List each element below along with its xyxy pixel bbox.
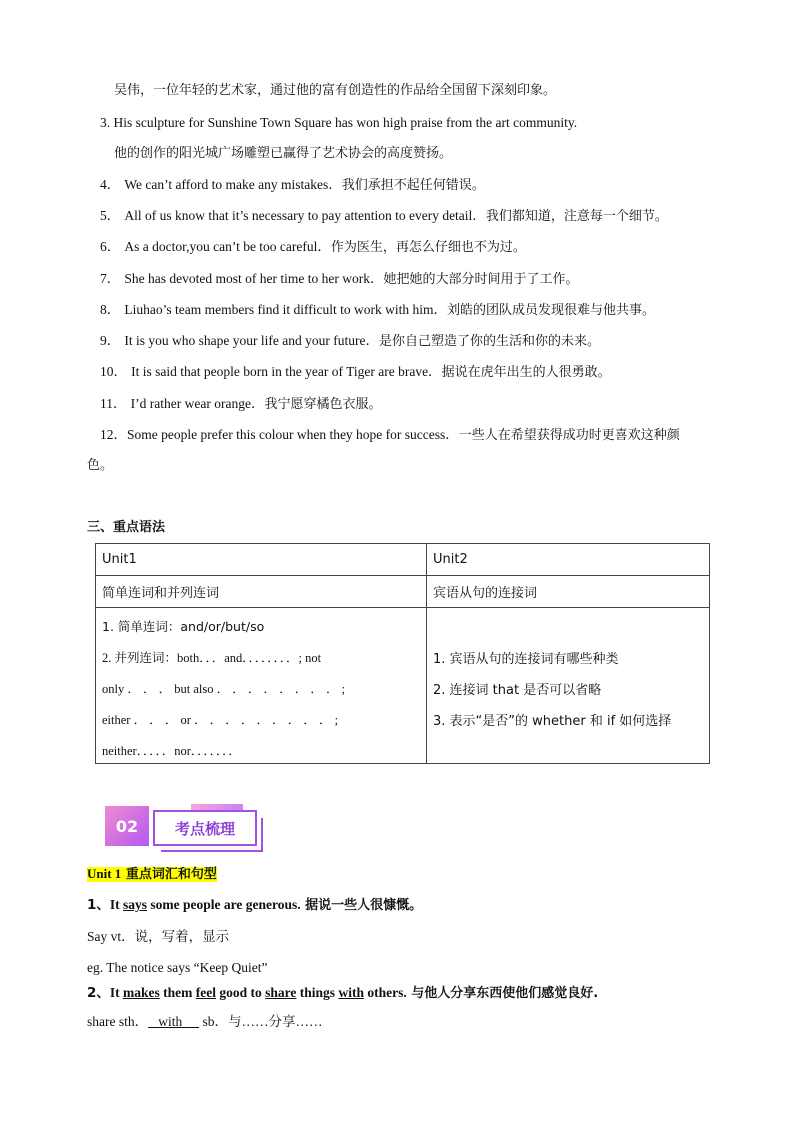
sentence-11: 11． I’d rather wear orange．我宁愿穿橘色衣服。 <box>100 396 382 412</box>
say-definition: Say vt．说，写着，显示 <box>87 929 230 944</box>
table-row <box>96 576 710 608</box>
sentence-12: 12．Some people prefer this colour when they hope for success．一些人在希望获得成功时更喜欢这种颜 <box>100 427 680 443</box>
vocab-item-1: 1、It says some people are generous. 据说一些人很慷慨。 <box>87 897 423 913</box>
table-header-unit1: Unit1 <box>96 544 427 576</box>
list-item: 1. 宾语从句的连接词有哪些种类 <box>433 652 619 667</box>
fill-blank: with <box>148 1014 200 1029</box>
sentence-12-cont: 色。 <box>87 458 114 473</box>
sentence-3: 3. His sculpture for Sunshine Town Square has won high praise from the art community. <box>100 115 578 130</box>
table-header-unit2: Unit2 <box>427 544 710 576</box>
vocab-item-2: 2、It makes them feel good to share things with others. 与他人分享东西使他们感觉良好. <box>87 985 599 1001</box>
table-row <box>96 544 710 576</box>
sentence-6: 6． As a doctor,you can’t be too careful．作为医生，再怎么仔细也不为过。 <box>100 239 526 255</box>
sentence-10: 10． It is said that people born in the year of Tiger are brave．据说在虎年出生的人很勇敢。 <box>100 364 611 380</box>
list-item: 3. 表示“是否”的 whether 和 if 如何选择 <box>433 714 672 729</box>
sentence-7: 7． She has devoted most of her time to her work．她把她的大部分时间用于了工作。 <box>100 271 579 287</box>
list-item: 2. 并列连词：both．．．and．．．．．．．．; not <box>102 651 322 665</box>
grammar-table <box>95 543 710 764</box>
table-cell-unit1-items <box>96 608 427 764</box>
list-item: either ． ． ． or ． ． ． ． ． ． ． ． ． ; <box>102 713 339 727</box>
badge-number: 02 <box>105 806 149 846</box>
section-badge <box>105 804 265 850</box>
example-sentence: eg. The notice says “Keep Quiet” <box>87 960 268 975</box>
sentence-4: 4． We can’t afford to make any mistakes．我们承担不起任何错误。 <box>100 177 485 193</box>
sentence-3-zh: 他的创作的阳光城广场雕塑已赢得了艺术协会的高度赞扬。 <box>114 146 453 161</box>
section-title-grammar: 三、重点语法 <box>87 520 166 535</box>
sentence-8: 8． Liuhao’s team members find it difficult to work with him．刘皓的团队成员发现很难与他共事。 <box>100 302 655 318</box>
list-item: 2. 连接词 that 是否可以省略 <box>433 683 602 698</box>
list-item: 1. 简单连词：and/or/but/so <box>102 619 265 634</box>
table-topic-unit1: 简单连词和并列连词 <box>96 576 427 608</box>
sentence-1-zh: 吴伟，一位年轻的艺术家，通过他的富有创造性的作品给全国留下深刻印象。 <box>114 83 557 98</box>
table-topic-unit2: 宾语从句的连接词 <box>427 576 710 608</box>
table-row <box>96 608 710 764</box>
unit1-heading: Unit 1 重点词汇和句型 <box>87 866 217 882</box>
sentence-9: 9． It is you who shape your life and your future．是你自己塑造了你的生活和你的未来。 <box>100 333 600 349</box>
share-phrase: share sth． with sb．与……分享…… <box>87 1014 323 1029</box>
list-item: neither．．．．．nor．．．．．．． <box>102 744 241 758</box>
list-item: only ． ． ． but also ． ． ． ． ． ． ． ． ; <box>102 682 346 696</box>
table-cell-unit2-items <box>427 608 710 764</box>
badge-title: 考点梳理 <box>153 810 257 846</box>
sentence-5: 5． All of us know that it’s necessary to pay attention to every detail．我们都知道，注意每一个细节。 <box>100 208 668 224</box>
